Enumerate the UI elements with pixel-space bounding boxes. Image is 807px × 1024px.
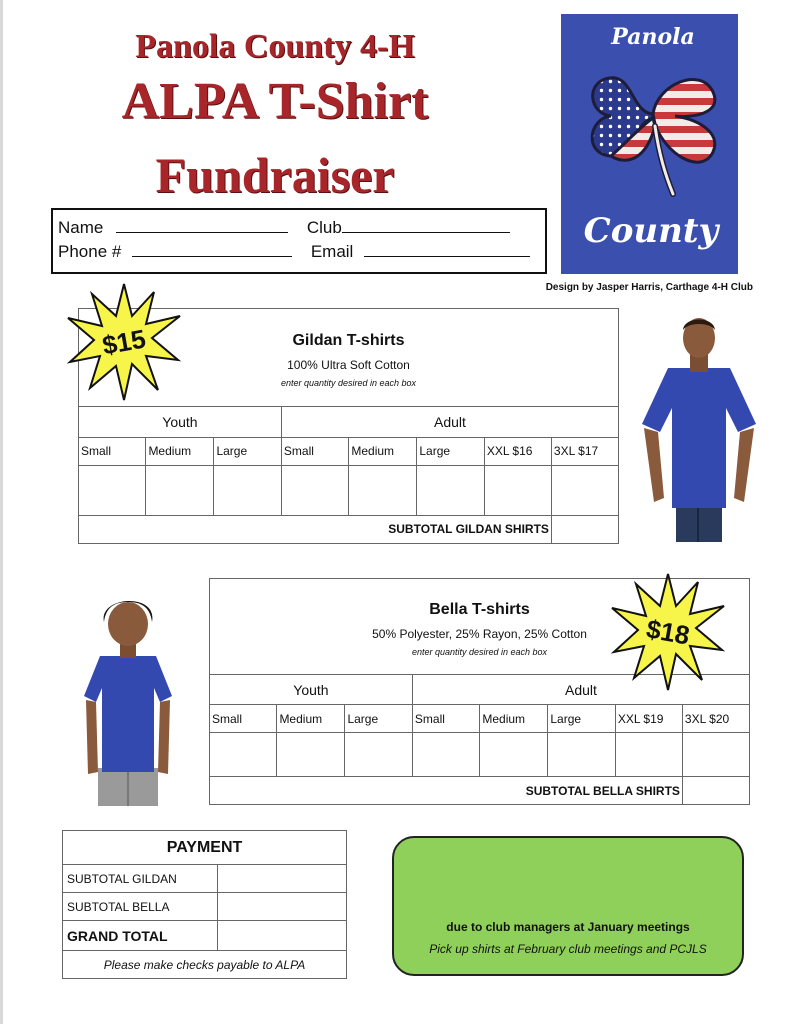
gildan-price: $15 [99, 322, 148, 361]
logo-bottom-text: County [583, 211, 719, 251]
shamrock-flag-icon [592, 78, 715, 194]
gildan-size-youth-large: Large [214, 437, 281, 465]
title-line-1: Panola County 4-H [135, 28, 415, 65]
contact-info-box [51, 208, 547, 274]
gildan-qty-adult-xxl[interactable] [484, 465, 551, 515]
gildan-qty-youth-large[interactable] [214, 465, 281, 515]
grand-total-field[interactable] [218, 921, 347, 951]
gildan-price-burst [66, 282, 182, 402]
bella-adult-header: Adult [412, 675, 749, 705]
design-credit: Design by Jasper Harris, Carthage 4-H Club [545, 282, 753, 293]
bella-size-adult-3xl: 3XL $20 [682, 705, 749, 733]
bella-qty-adult-medium[interactable] [480, 733, 548, 777]
info-row-1 [58, 216, 510, 238]
bella-price-burst [610, 572, 726, 692]
due-notice-line-1: due to club managers at January meetings [446, 920, 690, 934]
bella-size-youth-medium: Medium [277, 705, 345, 733]
bella-qty-adult-3xl[interactable] [682, 733, 749, 777]
email-field[interactable] [364, 240, 530, 257]
gildan-qty-adult-medium[interactable] [349, 465, 417, 515]
bella-size-adult-xxl: XXL $19 [615, 705, 682, 733]
club-field[interactable] [342, 216, 510, 233]
payment-subtotal-gildan-label: SUBTOTAL GILDAN [63, 865, 218, 893]
gildan-qty-adult-3xl[interactable] [551, 465, 618, 515]
gildan-model-photo [640, 312, 758, 542]
gildan-adult-header: Adult [281, 407, 618, 437]
payment-table [62, 830, 347, 979]
gildan-youth-header: Youth [79, 407, 282, 437]
bella-fabric: 50% Polyester, 25% Rayon, 25% Cotton [372, 626, 587, 641]
name-label: Name [58, 218, 104, 237]
due-notice-box [392, 836, 744, 976]
logo-top-text: Panola [611, 24, 695, 50]
gildan-size-adult-3xl: 3XL $17 [551, 437, 618, 465]
grand-total-label: GRAND TOTAL [63, 921, 218, 951]
bella-price: $18 [644, 612, 693, 651]
gildan-size-youth-medium: Medium [146, 437, 214, 465]
club-label: Club [306, 218, 342, 237]
gildan-fabric: 100% Ultra Soft Cotton [287, 357, 410, 372]
title-line-2: ALPA T-Shirt [121, 73, 429, 130]
bella-qty-adult-small[interactable] [412, 733, 479, 777]
bella-subtotal-field[interactable] [682, 777, 749, 805]
page-edge [0, 0, 3, 1024]
name-field[interactable] [116, 216, 288, 233]
payment-subtotal-bella-field[interactable] [218, 893, 347, 921]
email-label: Email [310, 242, 354, 261]
bella-youth-header: Youth [210, 675, 413, 705]
gildan-note: enter quantity desired in each box [280, 377, 417, 388]
phone-field[interactable] [132, 240, 292, 257]
bella-size-adult-medium: Medium [480, 705, 548, 733]
title-line-3: Fundraiser [155, 147, 395, 203]
bella-subtotal-label: SUBTOTAL BELLA SHIRTS [210, 777, 683, 805]
gildan-size-adult-xxl: XXL $16 [484, 437, 551, 465]
gildan-qty-youth-medium[interactable] [146, 465, 214, 515]
bella-qty-adult-large[interactable] [548, 733, 615, 777]
panola-county-logo [561, 14, 738, 274]
bella-title: Bella T-shirts [429, 600, 530, 618]
payment-subtotal-bella-label: SUBTOTAL BELLA [63, 893, 218, 921]
bella-size-youth-small: Small [210, 705, 277, 733]
gildan-size-youth-small: Small [79, 437, 146, 465]
phone-label: Phone # [58, 242, 122, 261]
gildan-size-adult-medium: Medium [349, 437, 417, 465]
bella-model-photo [80, 592, 176, 806]
gildan-qty-youth-small[interactable] [79, 465, 146, 515]
gildan-subtotal-label: SUBTOTAL GILDAN SHIRTS [79, 515, 552, 543]
payment-subtotal-gildan-field[interactable] [218, 865, 347, 893]
gildan-size-adult-large: Large [417, 437, 484, 465]
gildan-title: Gildan T-shirts [292, 331, 405, 349]
gildan-qty-adult-large[interactable] [417, 465, 484, 515]
checks-payable-note: Please make checks payable to ALPA [63, 951, 347, 979]
info-row-2 [58, 240, 530, 262]
gildan-subtotal-field[interactable] [551, 515, 618, 543]
gildan-size-adult-small: Small [281, 437, 348, 465]
bella-size-adult-large: Large [548, 705, 615, 733]
bella-note: enter quantity desired in each box [411, 646, 548, 657]
bella-qty-youth-small[interactable] [210, 733, 277, 777]
bella-qty-youth-large[interactable] [345, 733, 412, 777]
gildan-qty-adult-small[interactable] [281, 465, 348, 515]
bella-qty-adult-xxl[interactable] [615, 733, 682, 777]
bella-qty-youth-medium[interactable] [277, 733, 345, 777]
bella-size-adult-small: Small [412, 705, 479, 733]
due-notice-line-2: Pick up shirts at February club meetings and PCJLS [429, 942, 707, 956]
bella-size-youth-large: Large [345, 705, 412, 733]
payment-title: PAYMENT [63, 831, 347, 865]
